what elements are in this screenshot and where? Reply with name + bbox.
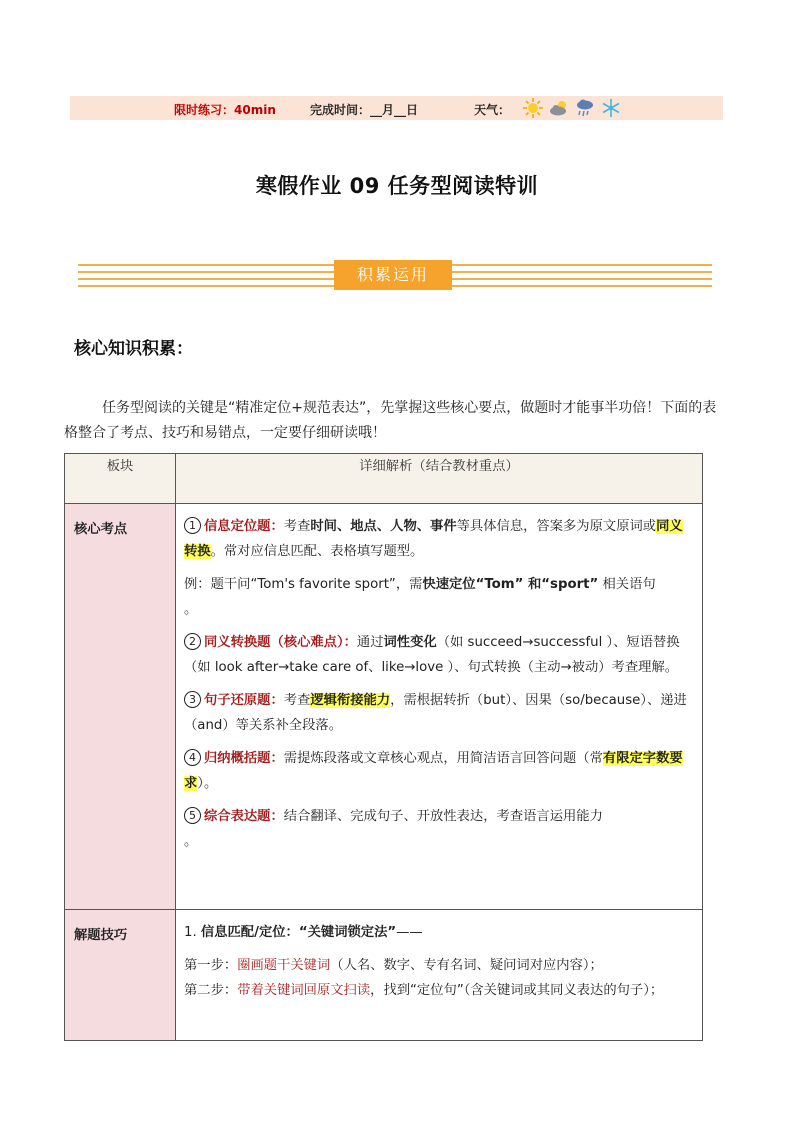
snowflake-icon <box>600 97 622 119</box>
header-info-bar <box>70 96 723 120</box>
technique-heading: 1. 信息匹配/定位：“关键词锁定法”—— <box>184 925 423 940</box>
table-row <box>65 504 703 910</box>
page-title: 寒假作业 09 任务型阅读特训 <box>255 174 539 198</box>
section-heading: 核心知识积累： <box>74 339 193 359</box>
weather-icons <box>522 97 622 119</box>
section-divider <box>78 260 712 292</box>
core-point-example: 例：题干问“Tom's favorite sport”，需快速定位“Tom” 和“sport” 相关语句 。 <box>184 577 656 617</box>
cloud-icon <box>548 97 570 119</box>
core-point-2: 2 同义转换题（核心难点）：通过词性变化（如 succeed→successful ）、短语替换（如 look after→take care of、like→love ）、句式转换（主动→被动）考查理解。 <box>184 635 680 675</box>
table-header-block: 板块 <box>65 454 176 504</box>
table-header-detail: 详细解析（结合教材重点） <box>176 454 703 504</box>
intro-paragraph: 任务型阅读的关键是“精准定位+规范表达”，先掌握这些核心要点，做题时才能事半功倍！下面的表格整合了考点、技巧和易错点，一定要仔细研读哦！ <box>64 400 717 441</box>
time-limit: 限时练习：40min <box>174 103 276 117</box>
table-row <box>65 910 703 1041</box>
knowledge-table <box>64 453 703 1041</box>
techniques-cell <box>176 910 703 1041</box>
row-label-core-points: 核心考点 <box>65 504 176 910</box>
section-badge: 积累运用 <box>334 260 452 290</box>
core-point-3: 3 句子还原题：考查逻辑衔接能力，需根据转折（but）、因果（so/because）、递进（and）等关系补全段落。 <box>184 693 687 733</box>
row-label-techniques: 解题技巧 <box>65 910 176 1041</box>
core-point-4: 4 归纳概括题：需提炼段落或文章核心观点，用简洁语言回答问题（常有限定字数要求）。 <box>184 751 683 791</box>
rain-cloud-icon <box>574 97 596 119</box>
technique-step-1: 第一步：圈画题干关键词（人名、数字、专有名词、疑问词对应内容）； <box>184 958 603 973</box>
core-points-cell <box>176 504 703 910</box>
core-point-1: 1 信息定位题：考查时间、地点、人物、事件等具体信息，答案多为原文原词或同义转换。常对应信息匹配、表格填写题型。 <box>184 519 683 559</box>
core-point-5: 5 综合表达题：结合翻译、完成句子、开放性表达，考查语言运用能力 。 <box>184 809 603 849</box>
sun-icon <box>522 97 544 119</box>
completion-time: 完成时间：__月__日 <box>310 103 419 117</box>
weather-label: 天气： <box>474 103 511 117</box>
technique-step-2: 第二步：带着关键词回原文扫读，找到“定位句”（含关键词或其同义表达的句子）； <box>184 983 664 998</box>
